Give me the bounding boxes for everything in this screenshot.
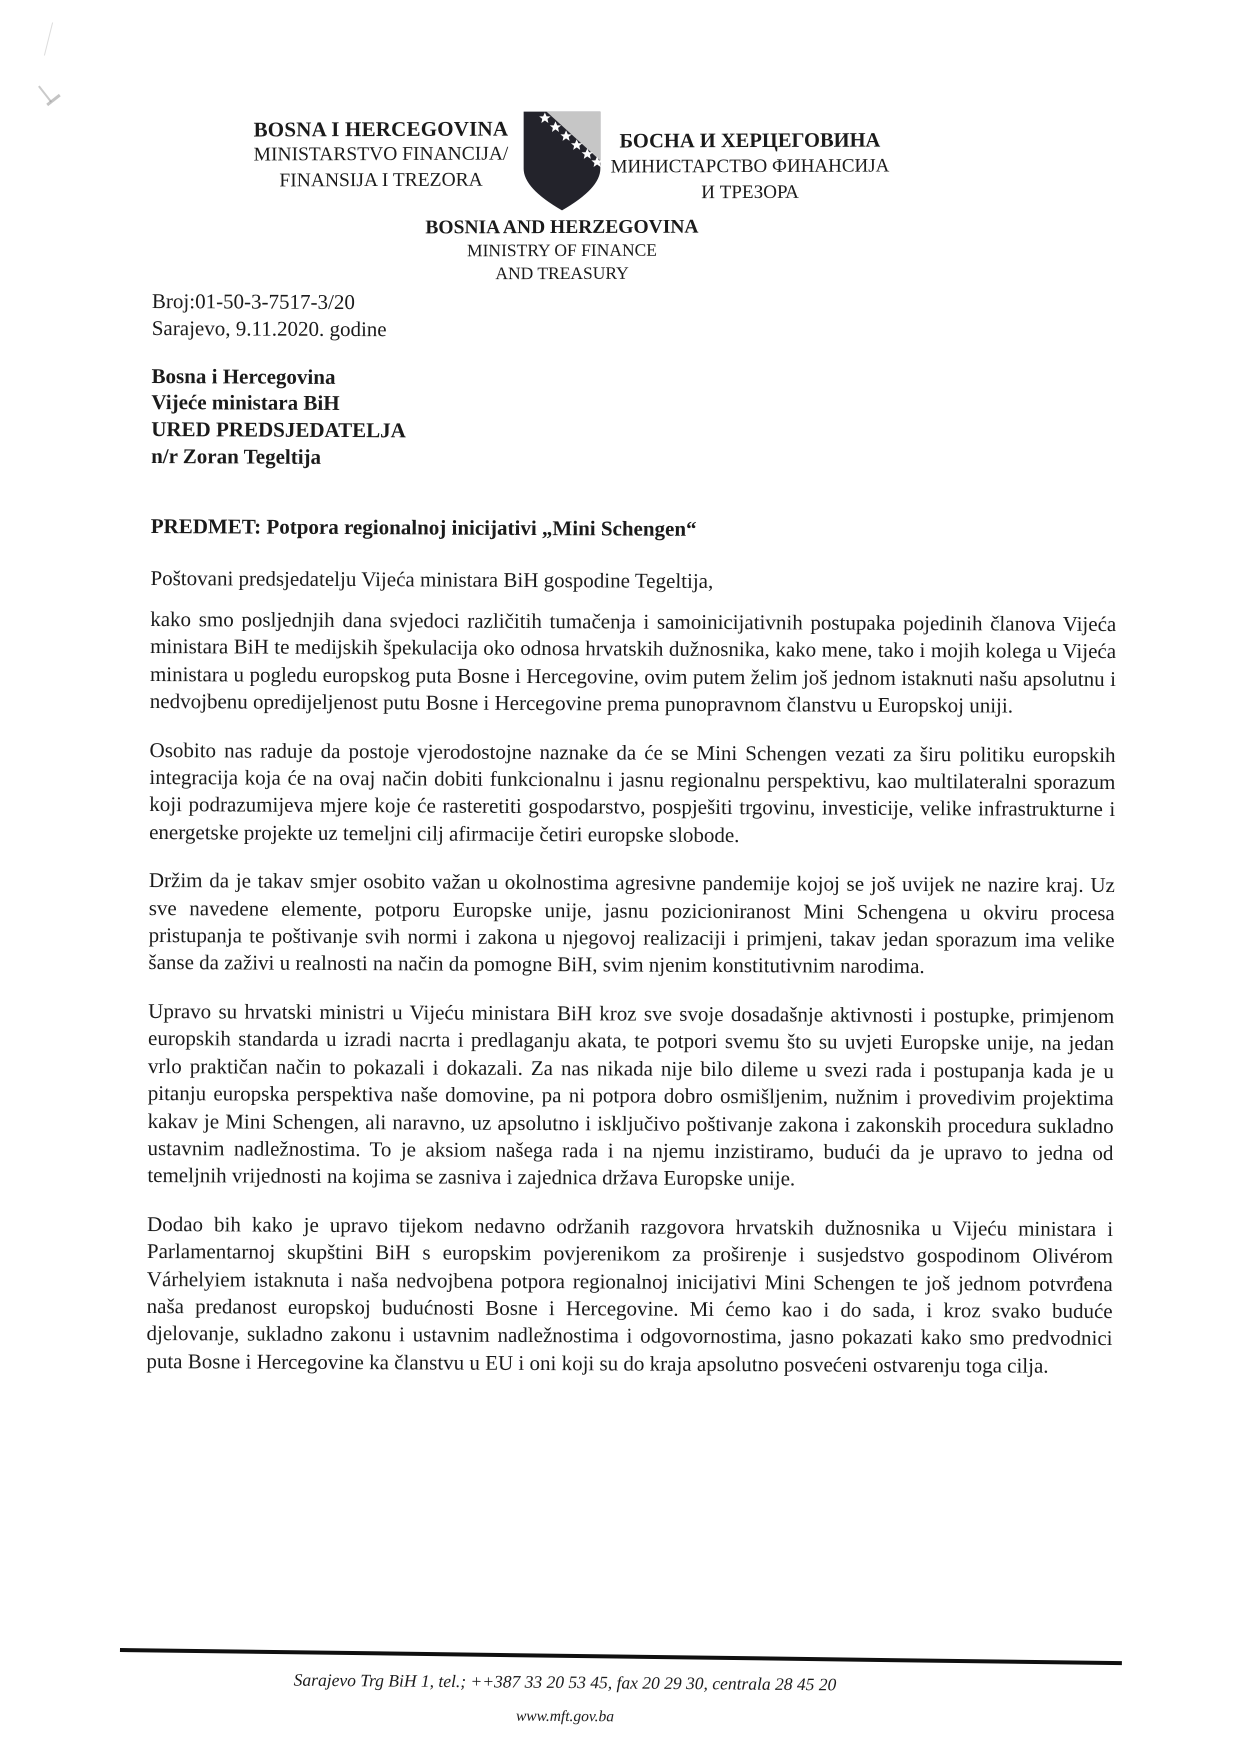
reference-number: Broj:01-50-3-7517-3/20 — [151, 289, 355, 315]
coat-of-arms-icon — [521, 110, 603, 212]
paragraph-3: Držim da je takav smjer osobito važan u okolnostima agresivne pandemije kojoj se još uvijek ne nazire kraj. Uz sve navedene elemente, potporu Europske unije, jasnu pozicioniranost Mini Schengena u okviru procesa pristupanja te poštivanje svih normi i zakona u njegovoj realizaciji i primjeni, takav jedan sporazum ima velike šanse da zaživi u realnosti na način da pomogne BiH, svim njenim konstitutivnim narodima. — [148, 868, 1115, 979]
header-latin — [246, 116, 516, 195]
header-english-ministry: MINISTRY OF FINANCE — [467, 239, 657, 261]
footer-divider — [120, 1648, 1122, 1665]
recipient-office: URED PREDSJEDATELJA — [151, 416, 406, 443]
salutation: Poštovani predsjedatelju Vijeća ministara BiH gospodine Tegeltija, — [150, 565, 714, 593]
footer-address: Sarajevo Trg BiH 1, tel.; ++387 33 20 53 45, fax 20 29 30, centrala 28 45 20 — [293, 1669, 837, 1695]
header-latin-ministry: MINISTARSTVO FINANCIJA/ — [253, 143, 509, 166]
header-english-ministry2: AND TREASURY — [495, 262, 629, 284]
header-cyrillic — [610, 128, 890, 207]
header-latin-ministry2: FINANSIJA I TREZORA — [279, 169, 483, 192]
recipient-block — [151, 363, 1118, 474]
letter-body — [146, 288, 1118, 1401]
header-latin-country: BOSNA I HERCEGOVINA — [253, 116, 509, 142]
subject-line: PREDMET: Potpora regionalnoj inicijativi „Mini Schengen“ — [150, 514, 697, 542]
header-cyrillic-ministry2: И ТРЕЗОРА — [701, 181, 799, 204]
recipient-institution: Vijeće ministara BiH — [151, 390, 340, 416]
scan-artifact — [44, 22, 53, 55]
header-cyrillic-country: БОСНА И ХЕРЦЕГОВИНА — [619, 129, 881, 153]
paragraph-1: kako smo posljednjih dana svjedoci različitih tumačenja i samoinicijativnih postupaka pojedinih članova Vijeća ministara BiH te medijskih špekulacija oko odnosa hrvatskih dužnosnika, kako mene, tako i mojih kolega u Vijeća ministara u pogledu europskog puta Bosne i Hercegovine, ovim putem želim još jednom istaknuti našu apsolutnu i nedvojbenu opredijeljenost putu Bosne i Hercegovine prema punopravnom članstvu u Europskoj uniji. — [149, 606, 1117, 718]
recipient-country: Bosna i Hercegovina — [151, 363, 336, 389]
recipient-person: n/r Zoran Tegeltija — [151, 443, 322, 469]
footer-website: www.mft.gov.ba — [515, 1707, 615, 1726]
header-english-country: BOSNIA AND HERZEGOVINA — [425, 216, 699, 239]
paragraph-2: Osobito nas raduje da postoje vjerodostojne naznake da će se Mini Schengen vezati za širu politiku europskih integracija koja će na ovaj način dobiti funkcionalnu i jasnu regionalnu perspektivu, kao multilateralni sporazum koji podrazumijeva mjere koje će rasteretiti gospodarstvo, pospješiti trgovinu, investicije, velike infrastrukturne i energetske projekte uz temeljni cilj afirmacije četiri europske slobode. — [149, 737, 1116, 847]
header-cyrillic-ministry: МИНИСТАРСТВО ФИНАНСИЈА — [610, 155, 890, 178]
paragraph-5: Dodao bih kako je upravo tijekom nedavno održanih razgovora hrvatskih dužnosnika u Vijeću ministara i Parlamentarnoj skupštini BiH s europskim povjerenikom za proširenje i susjedstvo gospodinom Olivérom Várhelyiem istaknuta i naša nedvojbena potpora regionalnoj inicijativi Mini Schengen te još jednom potvrđena naša predanost europskoj budućnosti Bosne i Hercegovine. Mi ćemo kao i do sada, i kroz svako buduće djelovanje, sukladno zakonu i ustavnim nadležnostima i odgovornostima, jasno pokazati kako smo predvodnici puta Bosne i Hercegovine ka članstvu u EU i oni koji su do kraja apsolutno posvećeni ostvarenju toga cilja. — [146, 1211, 1114, 1378]
place-and-date: Sarajevo, 9.11.2020. godine — [151, 316, 387, 342]
paragraph-4: Upravo su hrvatski ministri u Vijeću ministara BiH kroz sve svoje dosadašnje aktivnosti i postupke, primjenom europskih standarda u izradi nacrta i predlaganju akata, te potpori svemu što su uvjeti Europske unije, na jedan vrlo praktičan način to pokazali i dokazali. Za nas nikada nije bilo dileme u svezi rada i postupanja kada je u pitanju europska perspektiva naše domovine, pa ni potpora dobro osmišljenim, nužnim i provedivim projektima kakav je Mini Schengen, ali naravno, uz apsolutno i isključivo poštivanje zakona i zakonskih procedura sukladno ustavnim nadležnostima. To je aksiom našega rada i na njemu inzistiramo, budući da je upravo to jedna od temeljnih vrijednosti na kojima se zasniva i zajednica država Europske unije. — [147, 998, 1115, 1191]
header-english — [0, 215, 1124, 287]
